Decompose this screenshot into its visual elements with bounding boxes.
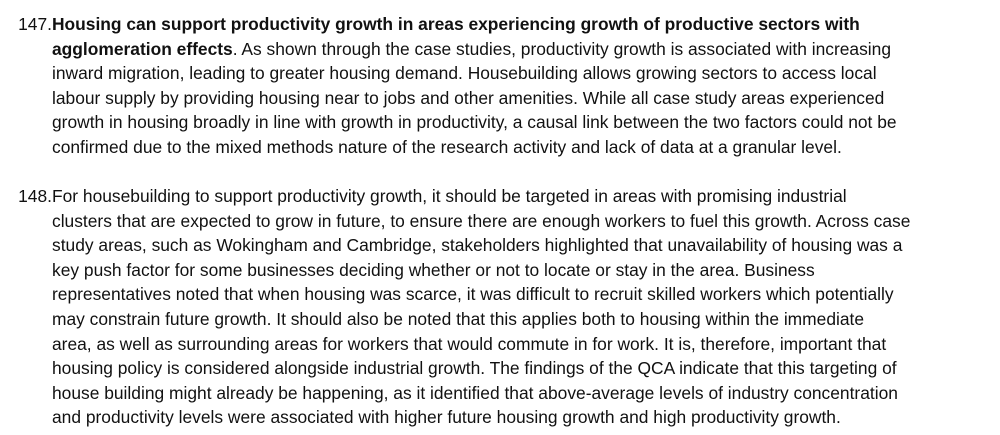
body-text: study areas, such as Wokingham and Cambridge, stakeholders highlighted that unavailability of housing was a [52,235,903,256]
bold-heading-text: Housing can support productivity growth in areas experiencing growth of productive sectors with [52,14,860,34]
text-line [52,12,996,37]
text-line [52,110,996,135]
paragraph-147 [6,12,996,160]
bold-heading-text: agglomeration effects [52,38,233,59]
text-line [52,356,996,381]
body-text: and productivity levels were associated with higher future housing growth and high productivity growth. [52,407,841,428]
paragraph-body [52,12,996,160]
text-line [52,307,996,332]
paragraph-body [52,184,996,430]
paragraph-148 [6,184,996,430]
body-text: representatives noted that when housing was scarce, it was difficult to recruit skilled workers which potentially [52,284,894,305]
body-text: inward migration, leading to greater housing demand. Housebuilding allows growing sectors to access local [52,63,877,84]
text-line [52,184,996,209]
body-text: For housebuilding to support productivity growth, it should be targeted in areas with promising industrial [52,186,847,206]
paragraph-number: 147. [18,14,52,34]
body-text: area, as well as surrounding areas for workers that would commute in for work. It is, therefore, important that [52,333,887,354]
text-line [52,209,996,234]
text-line [52,61,996,86]
text-line [52,86,996,111]
text-line [52,258,996,283]
body-text: growth in housing broadly in line with growth in productivity, a causal link between the two factors could not be [52,112,897,133]
paragraph-number: 148. [18,186,52,206]
text-line [52,381,996,406]
body-text: labour supply by providing housing near to jobs and other amenities. While all case study areas experienced [52,87,885,108]
text-line [52,233,996,258]
body-text: confirmed due to the mixed methods nature of the research activity and lack of data at a granular level. [52,136,842,157]
text-line [52,37,996,62]
text-line [52,135,996,160]
body-text: clusters that are expected to grow in future, to ensure there are enough workers to fuel this growth. Across case [52,210,911,231]
text-line [52,332,996,357]
body-text: . As shown through the case studies, productivity growth is associated with increasing [232,38,892,59]
body-text: may constrain future growth. It should also be noted that this applies both to housing within the immediate [52,308,865,329]
body-text: housing policy is considered alongside industrial growth. The findings of the QCA indicate that this targeting of [52,358,897,379]
body-text: house building might already be happening, as it identified that above-average levels of industry concentration [52,382,898,403]
text-line [52,282,996,307]
body-text: key push factor for some businesses deciding whether or not to locate or stay in the area. Business [52,259,815,280]
text-line [52,405,996,430]
